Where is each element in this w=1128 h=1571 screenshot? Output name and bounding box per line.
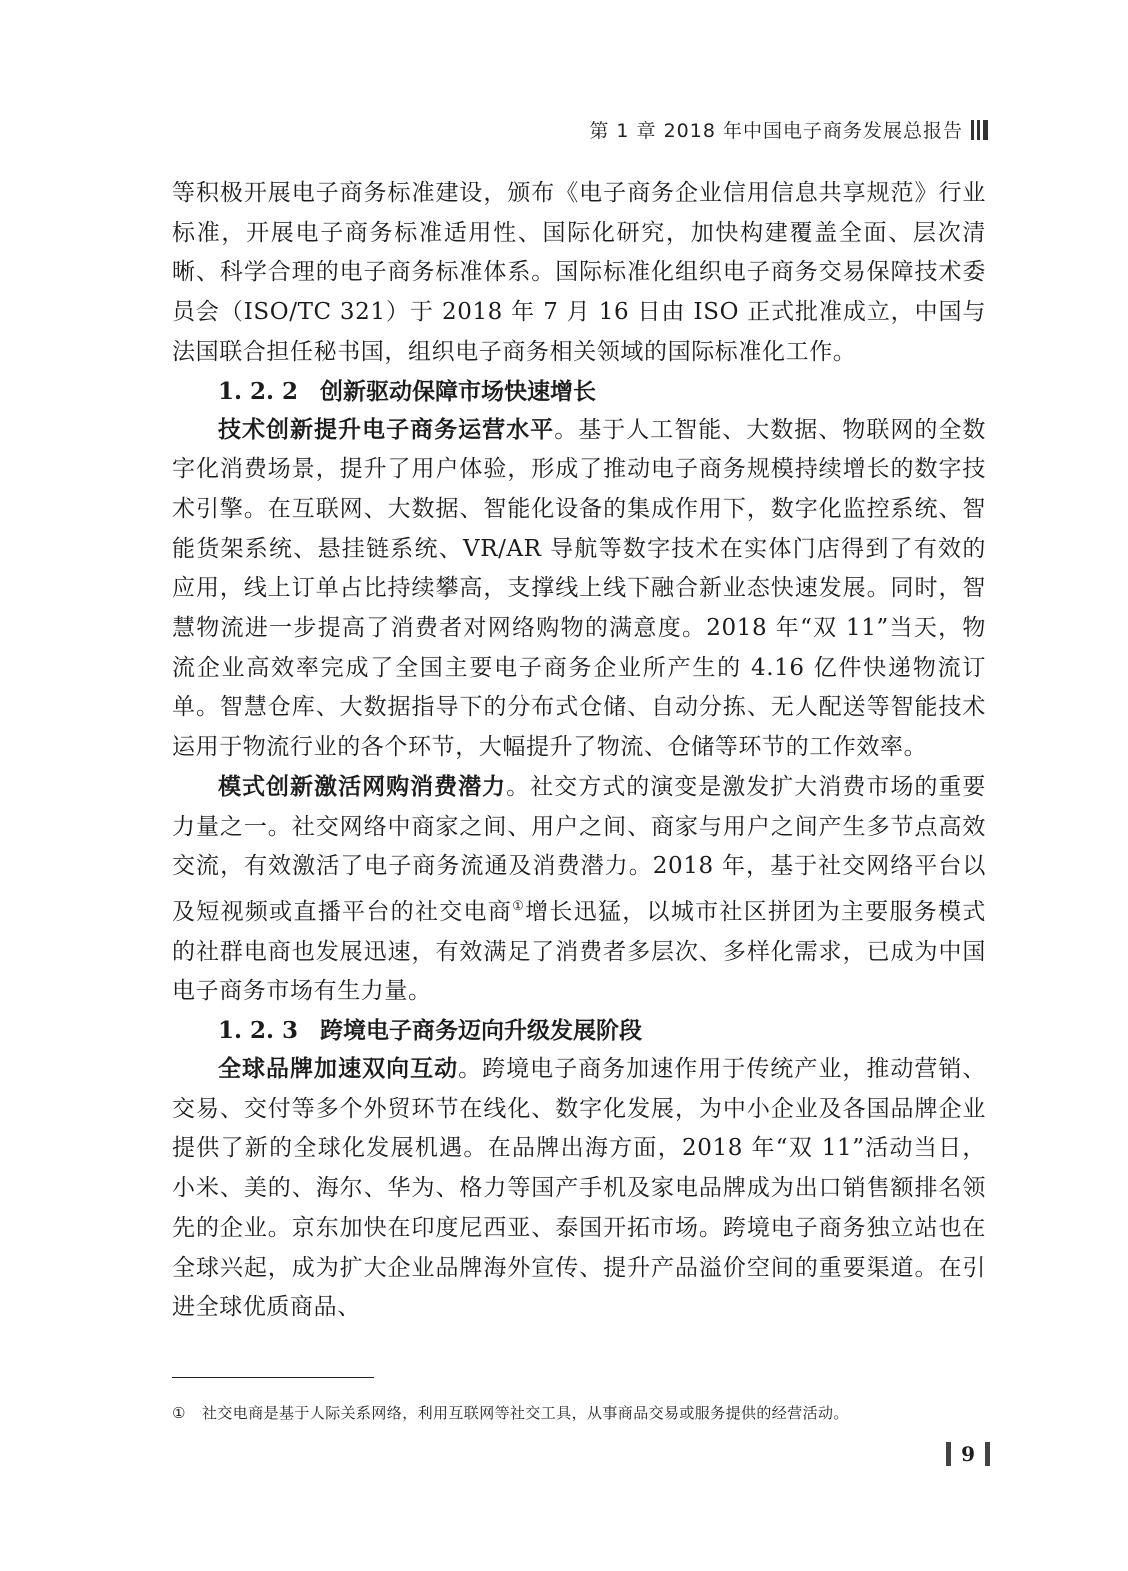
paragraph-text: 。基于人工智能、大数据、物联网的全数字化消费场景，提升了用户体验，形成了推动电子商务规模持续增长的数字技术引擎。在互联网、大数据、智能化设备的集成作用下，数字化监控系统、智能货架系统、悬挂链系统、VR/AR 导航等数字技术在实体门店得到了有效的应用，线上订单占比持续攀高，支撑线上线下融合新业态快速发展。同时，智慧物流进一步提高了消费者对网络购物的满意度。2018 年“双 11”当天，物流企业高效率完成了全国主要电子商务企业所产生的 4.16 亿件快递物流订单。智慧仓库、大数据指导下的分布式仓储、自动分拣、无人配送等智能技术运用于物流行业的各个环节，大幅提升了物流、仓储等环节的工作效率。 [172, 416, 986, 761]
footnote [172, 1402, 986, 1423]
paragraph-global-brands [172, 1050, 986, 1328]
paragraph-text: 。社交方式的演变是激发扩大消费市场的重要力量之一。社交网络中商家之间、用户之间、商家与用户之间产生多节点高效交流，有效激活了电子商务流通及消费潜力。2018 年，基于社交网络平台以及短视频或直播平台的社交电商 [172, 773, 986, 925]
paragraph-lead: 模式创新激活网购消费潜力 [218, 773, 507, 800]
section-title: 创新驱动保障市场快速增长 [320, 378, 597, 405]
section-title: 跨境电子商务迈向升级发展阶段 [320, 1018, 643, 1045]
paragraph-tech-innovation [172, 411, 986, 768]
section-number: 1. 2. 3 [218, 1017, 299, 1045]
page-number-bar-left [946, 1442, 951, 1466]
footnote-divider [172, 1377, 374, 1378]
page-number: 9 [961, 1442, 975, 1466]
section-heading-1-2-2 [172, 373, 986, 411]
paragraph-text: 。跨境电子商务加速作用于传统产业，推动营销、交易、交付等多个外贸环节在线化、数字化发展，为中小企业及各国品牌企业提供了新的全球化发展机遇。在品牌出海方面，2018 年“双 11”活动当日，小米、美的、海尔、华为、格力等国产手机及家电品牌成为出口销售额排名领先的企业。京东加快在印度尼西亚、泰国开拓市场。跨境电子商务独立站也在全球兴起，成为扩大企业品牌海外宣传、提升产品溢价空间的重要渠道。在引进全球优质商品、 [172, 1056, 987, 1321]
paragraph-lead: 技术创新提升电子商务运营水平 [218, 416, 555, 443]
section-number: 1. 2. 2 [218, 377, 299, 405]
page-number-block [946, 1442, 990, 1466]
paragraph-lead: 全球品牌加速双向互动 [218, 1056, 459, 1083]
running-header-title: 第 1 章 2018 年中国电子商务发展总报告 [589, 120, 963, 142]
paragraph-model-innovation [172, 768, 986, 1012]
footnote-reference[interactable]: ① [512, 898, 526, 914]
paragraph-text: 增长迅猛，以城市社区拼团为主要服务模式的社群电商也发展迅速，有效满足了消费者多层次、多样化需求，已成为中国电子商务市场有生力量。 [172, 898, 986, 1005]
footnote-text: 社交电商是基于人际关系网络，利用互联网等社交工具，从事商品交易或服务提供的经营活动。 [202, 1404, 849, 1422]
paragraph-standards: 等积极开展电子商务标准建设，颁布《电子商务企业信用信息共享规范》行业标准，开展电子商务标准适用性、国际化研究，加快构建覆盖全面、层次清晰、科学合理的电子商务标准体系。国际标准化组织电子商务交易保障技术委员会（ISO/TC 321）于 2018 年 7 月 16 日由 ISO 正式批准成立，中国与法国联合担任秘书国，组织电子商务相关领域的国际标准化工作。 [172, 180, 986, 365]
page-number-bar-right [985, 1442, 990, 1466]
page-content [172, 174, 986, 1328]
footnote-mark: ① [172, 1404, 186, 1422]
section-heading-1-2-3 [172, 1012, 986, 1050]
running-header [589, 116, 988, 143]
header-bars-ornament [971, 120, 988, 140]
